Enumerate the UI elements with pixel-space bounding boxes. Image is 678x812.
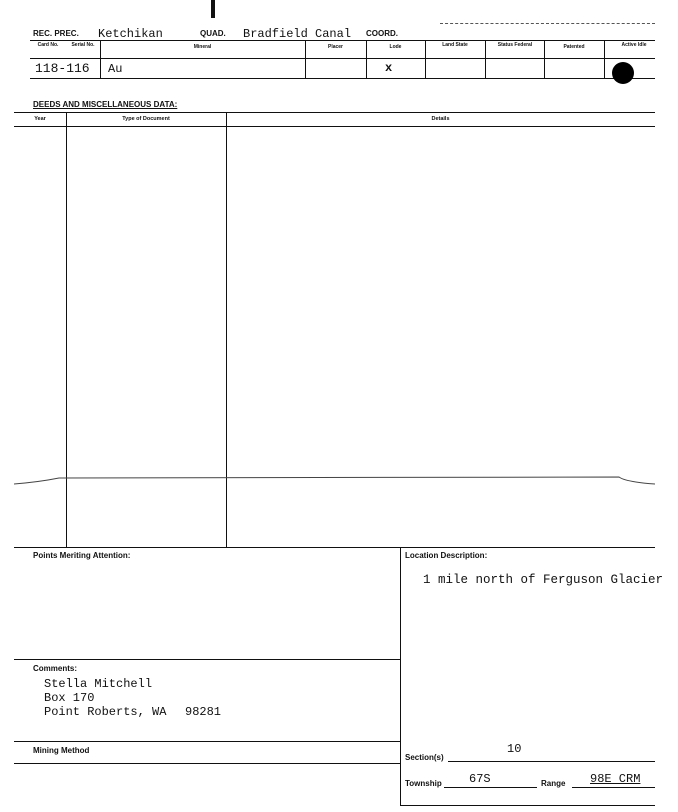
header-rule-bottom	[30, 78, 655, 79]
mining-rule-top	[14, 741, 400, 742]
deeds-col-details: Details	[431, 116, 450, 122]
mining-rule-bottom	[14, 763, 400, 764]
range-label: Range	[541, 779, 566, 788]
col-placer: Placer	[327, 44, 343, 50]
col-status-federal: Status Federal	[497, 42, 533, 48]
quad-label: QUAD.	[200, 29, 226, 38]
deeds-col-type: Type of Document	[122, 116, 170, 122]
card-no-value: 118-116	[35, 61, 90, 76]
col-divider	[425, 40, 426, 78]
bottom-rule	[400, 805, 655, 806]
township-underline	[444, 787, 537, 788]
col-card-no: Card No.	[37, 42, 59, 48]
deeds-rule-top	[14, 112, 655, 113]
range-value: 98E CRM	[590, 772, 641, 786]
comments-zip: 98281	[185, 705, 222, 719]
deeds-rule-head	[14, 126, 655, 127]
col-patented: Patented	[563, 44, 585, 50]
col-mineral: Mineral	[193, 44, 212, 50]
mining-label: Mining Method	[33, 746, 90, 755]
col-lode: Lode	[389, 44, 402, 50]
top-mark	[211, 0, 215, 18]
comments-line2: Box 170	[44, 691, 95, 705]
township-label: Township	[405, 779, 442, 788]
header-rule-top	[30, 40, 655, 41]
col-land-state: Land State	[442, 42, 468, 48]
lower-rule-top	[14, 547, 655, 548]
points-label: Points Meriting Attention:	[33, 551, 131, 560]
fold-line	[14, 472, 655, 492]
rec-prec-label: REC. PREC.	[33, 29, 79, 38]
col-divider	[485, 40, 486, 78]
range-underline	[572, 787, 655, 788]
col-divider	[604, 40, 605, 78]
deeds-col-year: Year	[34, 116, 46, 122]
coord-label: COORD.	[366, 29, 398, 38]
comments-rule	[14, 659, 400, 660]
lode-mark: x	[385, 61, 393, 75]
comments-line1: Stella Mitchell	[44, 677, 153, 691]
location-label: Location Description:	[405, 551, 488, 560]
header-rule-mid	[30, 58, 655, 59]
active-dot-icon	[612, 62, 634, 84]
township-value: 67S	[469, 772, 491, 786]
section-underline	[448, 761, 655, 762]
col-serial-no: Serial No.	[71, 42, 95, 48]
location-text: 1 mile north of Ferguson Glacier	[423, 573, 664, 587]
col-active-idle: Active Idle	[621, 42, 647, 48]
section-value: 10	[507, 742, 522, 756]
top-rule	[440, 23, 655, 24]
rec-prec-value: Ketchikan	[98, 27, 163, 41]
comments-line3: Point Roberts, WA	[44, 705, 167, 719]
section-label: Section(s)	[405, 753, 444, 762]
mineral-value: Au	[108, 62, 123, 76]
quad-value: Bradfield Canal	[243, 27, 352, 41]
deeds-title: DEEDS AND MISCELLANEOUS DATA:	[33, 100, 178, 109]
comments-label: Comments:	[33, 664, 78, 673]
lower-divider	[400, 547, 401, 805]
